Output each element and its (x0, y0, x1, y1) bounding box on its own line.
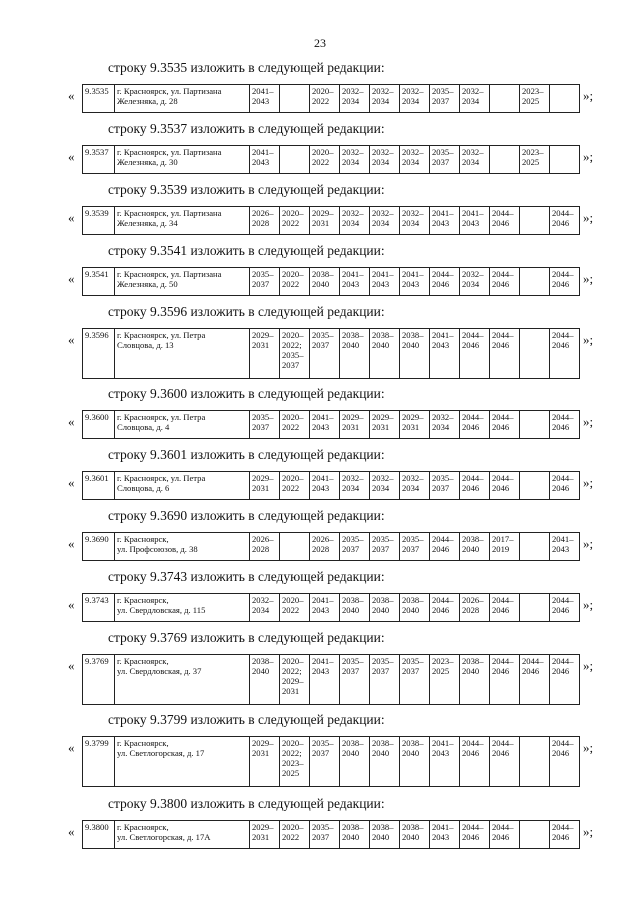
address-cell: г. Красноярск, ул. Свердловская, д. 37 (115, 655, 250, 705)
period-cell: 2044– 2046 (550, 411, 580, 439)
data-table (82, 471, 580, 500)
period-cell: 2038– 2040 (400, 329, 430, 379)
closing-quote: »; (583, 271, 594, 286)
period-cell: 2035– 2037 (250, 268, 280, 296)
row-number-cell: 9.3800 (83, 821, 115, 849)
table-row (83, 268, 580, 296)
period-cell: 2020– 2022 (280, 472, 310, 500)
period-cell: 2044– 2046 (490, 821, 520, 849)
row-heading: строку 9.3799 изложить в следующей редакции: (108, 712, 385, 727)
period-cell: 2032– 2034 (460, 85, 490, 113)
period-cell: 2032– 2034 (370, 146, 400, 174)
address-cell: г. Красноярск, ул. Профсоюзов, д. 38 (115, 533, 250, 561)
data-table (82, 820, 580, 849)
period-cell: 2035– 2037 (400, 533, 430, 561)
opening-quote: « (68, 824, 75, 839)
period-cell: 2035– 2037 (310, 737, 340, 787)
opening-quote: « (68, 149, 75, 164)
closing-quote: »; (583, 740, 594, 755)
period-cell: 2044– 2046 (550, 655, 580, 705)
opening-quote: « (68, 332, 75, 347)
data-table (82, 736, 580, 787)
row-number-cell: 9.3541 (83, 268, 115, 296)
period-cell (280, 146, 310, 174)
period-cell: 2038– 2040 (400, 737, 430, 787)
opening-quote: « (68, 475, 75, 490)
period-cell: 2041– 2043 (430, 821, 460, 849)
period-cell: 2038– 2040 (250, 655, 280, 705)
period-cell: 2020– 2022 (280, 821, 310, 849)
period-cell: 2032– 2034 (400, 146, 430, 174)
period-cell: 2023– 2025 (520, 146, 550, 174)
period-cell: 2044– 2046 (430, 533, 460, 561)
row-heading: строку 9.3541 изложить в следующей редакции: (108, 243, 385, 258)
address-cell: г. Красноярск, ул. Петра Словцова, д. 13 (115, 329, 250, 379)
table-row (83, 85, 580, 113)
period-cell: 2038– 2040 (370, 594, 400, 622)
period-cell: 2044– 2046 (550, 594, 580, 622)
period-cell: 2020– 2022 (280, 411, 310, 439)
period-cell: 2041– 2043 (340, 268, 370, 296)
period-cell: 2041– 2043 (250, 146, 280, 174)
row-number-cell: 9.3535 (83, 85, 115, 113)
address-cell: г. Красноярск, ул. Партизана Железняка, д. 34 (115, 207, 250, 235)
period-cell: 2044– 2046 (490, 329, 520, 379)
table-row (83, 411, 580, 439)
period-cell: 2044– 2046 (550, 821, 580, 849)
period-cell: 2038– 2040 (370, 737, 400, 787)
row-number-cell: 9.3799 (83, 737, 115, 787)
period-cell: 2032– 2034 (370, 85, 400, 113)
period-cell: 2038– 2040 (400, 821, 430, 849)
table-row (83, 594, 580, 622)
closing-quote: »; (583, 88, 594, 103)
period-cell: 2044– 2046 (550, 472, 580, 500)
period-cell: 2029– 2031 (250, 329, 280, 379)
period-cell: 2041– 2043 (400, 268, 430, 296)
opening-quote: « (68, 597, 75, 612)
period-cell: 2035– 2037 (310, 821, 340, 849)
closing-quote: »; (583, 210, 594, 225)
data-table (82, 84, 580, 113)
table-row (83, 146, 580, 174)
row-heading: строку 9.3690 изложить в следующей редакции: (108, 508, 385, 523)
data-table (82, 328, 580, 379)
period-cell: 2029– 2031 (370, 411, 400, 439)
address-cell: г. Красноярск, ул. Партизана Железняка, д. 30 (115, 146, 250, 174)
period-cell (520, 207, 550, 235)
closing-quote: »; (583, 536, 594, 551)
period-cell (550, 85, 580, 113)
row-number-cell: 9.3743 (83, 594, 115, 622)
period-cell: 2020– 2022; 2035– 2037 (280, 329, 310, 379)
table-row (83, 655, 580, 705)
period-cell: 2044– 2046 (430, 268, 460, 296)
row-heading: строку 9.3600 изложить в следующей редакции: (108, 386, 385, 401)
period-cell: 2041– 2043 (430, 207, 460, 235)
period-cell: 2017– 2019 (490, 533, 520, 561)
period-cell: 2026– 2028 (250, 207, 280, 235)
closing-quote: »; (583, 332, 594, 347)
data-table (82, 410, 580, 439)
period-cell: 2044– 2046 (490, 207, 520, 235)
period-cell: 2035– 2037 (340, 533, 370, 561)
period-cell: 2032– 2034 (400, 472, 430, 500)
period-cell: 2026– 2028 (460, 594, 490, 622)
table-row (83, 207, 580, 235)
row-heading: строку 9.3596 изложить в следующей редакции: (108, 304, 385, 319)
period-cell: 2038– 2040 (370, 329, 400, 379)
period-cell: 2044– 2046 (460, 472, 490, 500)
period-cell: 2026– 2028 (250, 533, 280, 561)
period-cell: 2035– 2037 (430, 146, 460, 174)
period-cell: 2032– 2034 (340, 207, 370, 235)
table-row (83, 533, 580, 561)
opening-quote: « (68, 88, 75, 103)
period-cell: 2044– 2046 (490, 411, 520, 439)
period-cell: 2038– 2040 (310, 268, 340, 296)
period-cell: 2023– 2025 (430, 655, 460, 705)
row-heading: строку 9.3800 изложить в следующей редакции: (108, 796, 385, 811)
address-cell: г. Красноярск, ул. Партизана Железняка, д. 50 (115, 268, 250, 296)
opening-quote: « (68, 210, 75, 225)
page-number: 23 (314, 36, 326, 50)
period-cell: 2038– 2040 (340, 594, 370, 622)
period-cell (520, 533, 550, 561)
period-cell (520, 411, 550, 439)
period-cell: 2020– 2022 (280, 594, 310, 622)
table-row (83, 329, 580, 379)
opening-quote: « (68, 271, 75, 286)
row-number-cell: 9.3600 (83, 411, 115, 439)
row-number-cell: 9.3596 (83, 329, 115, 379)
table-row (83, 821, 580, 849)
period-cell: 2038– 2040 (460, 533, 490, 561)
row-heading: строку 9.3769 изложить в следующей редакции: (108, 630, 385, 645)
period-cell: 2032– 2034 (400, 85, 430, 113)
period-cell (280, 85, 310, 113)
period-cell (490, 85, 520, 113)
period-cell: 2038– 2040 (340, 821, 370, 849)
period-cell: 2035– 2037 (370, 655, 400, 705)
data-table (82, 145, 580, 174)
data-table (82, 532, 580, 561)
period-cell (280, 533, 310, 561)
row-heading: строку 9.3601 изложить в следующей редакции: (108, 447, 385, 462)
period-cell: 2041– 2043 (460, 207, 490, 235)
row-heading: строку 9.3743 изложить в следующей редакции: (108, 569, 385, 584)
period-cell: 2038– 2040 (400, 594, 430, 622)
period-cell: 2038– 2040 (460, 655, 490, 705)
row-heading: строку 9.3539 изложить в следующей редакции: (108, 182, 385, 197)
period-cell: 2044– 2046 (490, 737, 520, 787)
period-cell: 2041– 2043 (550, 533, 580, 561)
period-cell: 2044– 2046 (460, 737, 490, 787)
period-cell: 2020– 2022 (310, 146, 340, 174)
period-cell: 2032– 2034 (370, 207, 400, 235)
address-cell: г. Красноярск, ул. Светлогорская, д. 17А (115, 821, 250, 849)
period-cell: 2044– 2046 (550, 207, 580, 235)
period-cell: 2035– 2037 (430, 85, 460, 113)
period-cell: 2020– 2022 (310, 85, 340, 113)
period-cell: 2035– 2037 (370, 533, 400, 561)
period-cell: 2041– 2043 (250, 85, 280, 113)
period-cell: 2020– 2022; 2029– 2031 (280, 655, 310, 705)
period-cell: 2032– 2034 (340, 146, 370, 174)
period-cell: 2041– 2043 (310, 594, 340, 622)
period-cell (520, 329, 550, 379)
row-number-cell: 9.3690 (83, 533, 115, 561)
period-cell (520, 821, 550, 849)
row-number-cell: 9.3769 (83, 655, 115, 705)
period-cell: 2029– 2031 (250, 737, 280, 787)
period-cell: 2041– 2043 (310, 472, 340, 500)
row-number-cell: 9.3539 (83, 207, 115, 235)
address-cell: г. Красноярск, ул. Светлогорская, д. 17 (115, 737, 250, 787)
row-number-cell: 9.3601 (83, 472, 115, 500)
period-cell: 2029– 2031 (250, 472, 280, 500)
period-cell: 2044– 2046 (490, 655, 520, 705)
closing-quote: »; (583, 658, 594, 673)
period-cell: 2041– 2043 (430, 737, 460, 787)
data-table (82, 593, 580, 622)
data-table (82, 654, 580, 705)
period-cell: 2044– 2046 (490, 594, 520, 622)
period-cell: 2020– 2022 (280, 268, 310, 296)
period-cell: 2044– 2046 (490, 472, 520, 500)
data-table (82, 206, 580, 235)
period-cell: 2041– 2043 (310, 411, 340, 439)
period-cell: 2035– 2037 (400, 655, 430, 705)
period-cell (520, 594, 550, 622)
period-cell: 2041– 2043 (370, 268, 400, 296)
period-cell (520, 737, 550, 787)
row-heading: строку 9.3537 изложить в следующей редакции: (108, 121, 385, 136)
table-row (83, 737, 580, 787)
period-cell: 2029– 2031 (250, 821, 280, 849)
period-cell: 2035– 2037 (340, 655, 370, 705)
period-cell: 2029– 2031 (400, 411, 430, 439)
period-cell: 2038– 2040 (370, 821, 400, 849)
period-cell (550, 146, 580, 174)
address-cell: г. Красноярск, ул. Петра Словцова, д. 6 (115, 472, 250, 500)
closing-quote: »; (583, 149, 594, 164)
period-cell: 2032– 2034 (370, 472, 400, 500)
period-cell: 2032– 2034 (400, 207, 430, 235)
period-cell: 2044– 2046 (550, 329, 580, 379)
period-cell: 2038– 2040 (340, 329, 370, 379)
period-cell (490, 146, 520, 174)
address-cell: г. Красноярск, ул. Свердловская, д. 115 (115, 594, 250, 622)
period-cell: 2029– 2031 (310, 207, 340, 235)
period-cell: 2035– 2037 (310, 329, 340, 379)
closing-quote: »; (583, 414, 594, 429)
period-cell: 2020– 2022 (280, 207, 310, 235)
period-cell: 2020– 2022; 2023– 2025 (280, 737, 310, 787)
period-cell: 2035– 2037 (250, 411, 280, 439)
period-cell: 2032– 2034 (250, 594, 280, 622)
period-cell: 2026– 2028 (310, 533, 340, 561)
closing-quote: »; (583, 475, 594, 490)
row-heading: строку 9.3535 изложить в следующей редакции: (108, 60, 385, 75)
opening-quote: « (68, 740, 75, 755)
closing-quote: »; (583, 597, 594, 612)
address-cell: г. Красноярск, ул. Партизана Железняка, д. 28 (115, 85, 250, 113)
closing-quote: »; (583, 824, 594, 839)
period-cell: 2041– 2043 (310, 655, 340, 705)
period-cell: 2032– 2034 (460, 268, 490, 296)
opening-quote: « (68, 658, 75, 673)
period-cell: 2044– 2046 (490, 268, 520, 296)
row-number-cell: 9.3537 (83, 146, 115, 174)
period-cell: 2044– 2046 (460, 411, 490, 439)
period-cell: 2044– 2046 (550, 268, 580, 296)
period-cell: 2044– 2046 (430, 594, 460, 622)
period-cell: 2044– 2046 (460, 329, 490, 379)
period-cell: 2035– 2037 (430, 472, 460, 500)
address-cell: г. Красноярск, ул. Петра Словцова, д. 4 (115, 411, 250, 439)
table-row (83, 472, 580, 500)
period-cell: 2032– 2034 (340, 472, 370, 500)
period-cell: 2032– 2034 (460, 146, 490, 174)
period-cell: 2032– 2034 (430, 411, 460, 439)
period-cell: 2023– 2025 (520, 85, 550, 113)
data-table (82, 267, 580, 296)
period-cell: 2044– 2046 (460, 821, 490, 849)
period-cell: 2044– 2046 (520, 655, 550, 705)
period-cell: 2044– 2046 (550, 737, 580, 787)
opening-quote: « (68, 414, 75, 429)
period-cell: 2038– 2040 (340, 737, 370, 787)
period-cell (520, 268, 550, 296)
period-cell: 2029– 2031 (340, 411, 370, 439)
opening-quote: « (68, 536, 75, 551)
period-cell (520, 472, 550, 500)
period-cell: 2041– 2043 (430, 329, 460, 379)
period-cell: 2032– 2034 (340, 85, 370, 113)
